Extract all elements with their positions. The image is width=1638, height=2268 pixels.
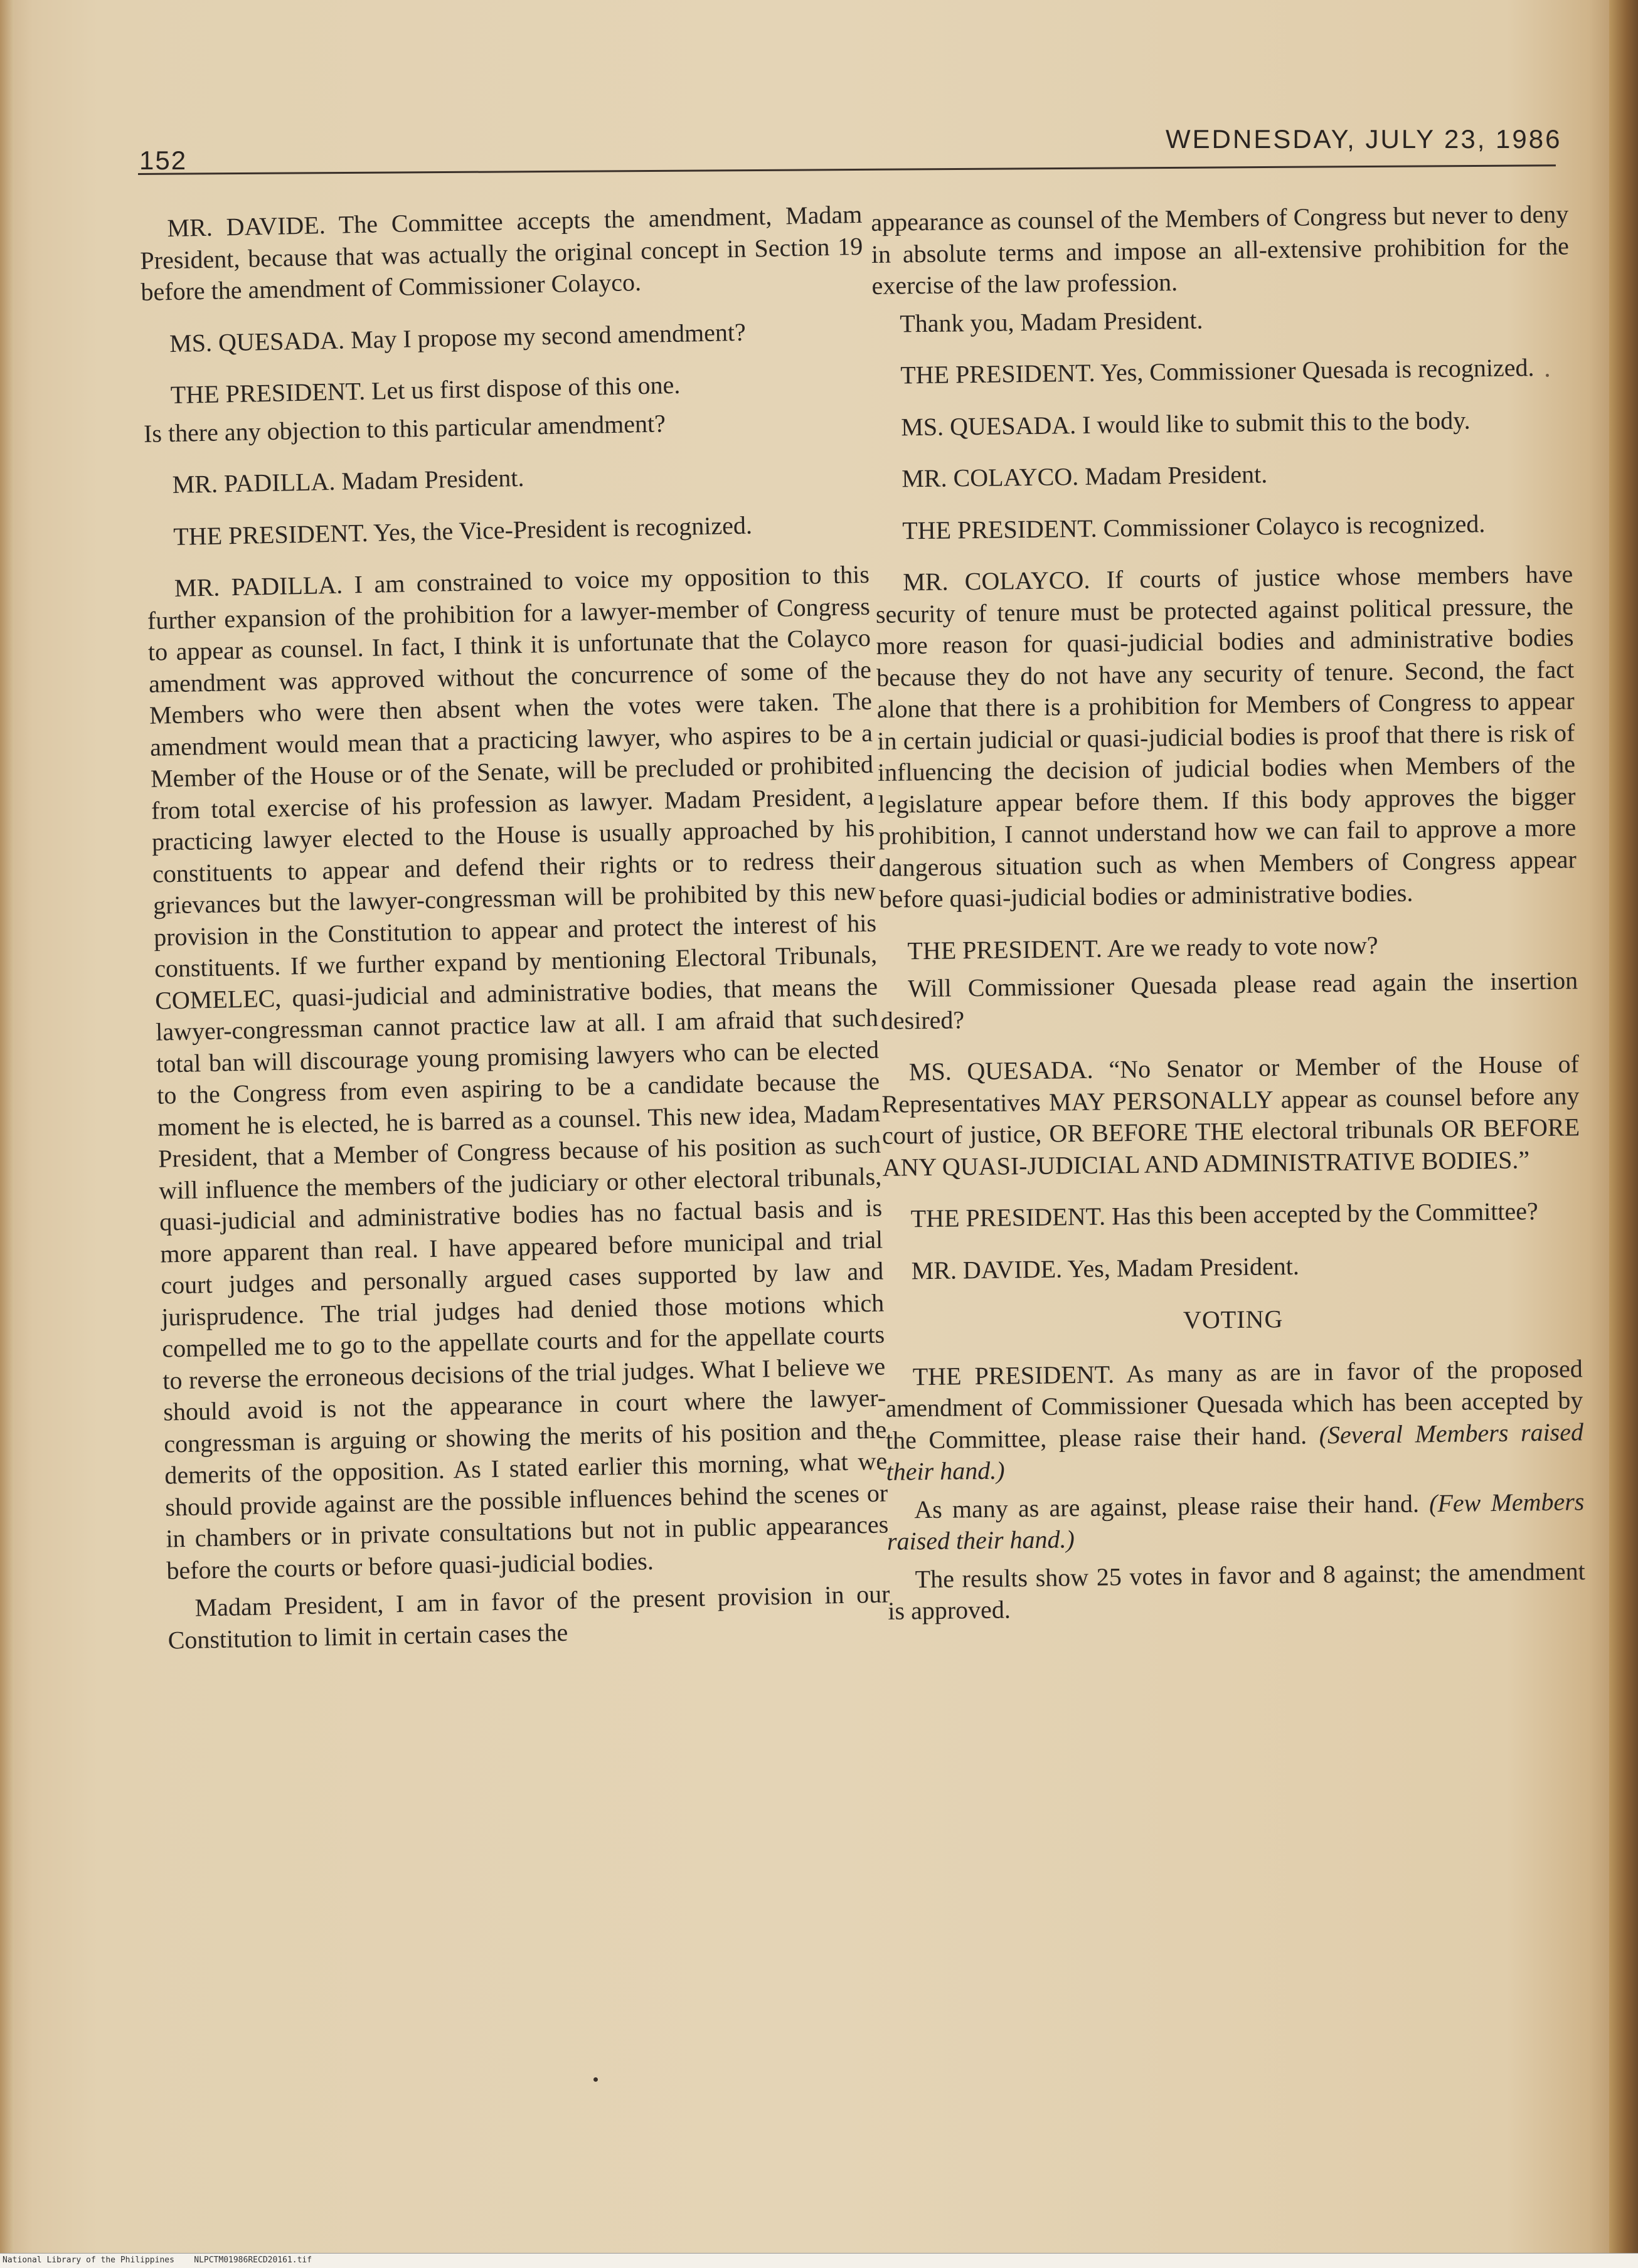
paragraph: MR. COLAYCO. If courts of justice whose members have security of tenure must be protected against political pressure, the more reason for quasi-judicial bodies and administrative bodies because they do not have any security of tenure. Second, the fact alone that there is a prohibition for Members of Congress to appear in certain judicial or quasi-judicial bodies is proof that there is risk of influencing the decision of judicial bodies when Members of the legislature appear before them. If this body approves the bigger prohibition, I cannot understand how we can fail to approve a more dangerous situation such as when Members of Congress appear before quasi-judicial bodies or administrative bodies. (875, 559, 1577, 913)
ink-speck (1546, 374, 1549, 377)
paragraph (885, 1353, 1583, 1488)
paragraph: MR. DAVIDE. The Committee accepts the amendment, Madam President, because that was actually the original concept in Section 19 before the amendment of Commissioner Colayco. (140, 199, 863, 306)
paragraph: THE PRESIDENT. Yes, Commissioner Quesada is recognized. (900, 353, 1534, 389)
paragraph: MS. QUESADA. May I propose my second amendment? (169, 317, 747, 358)
stage-direction: (Few Members raised their hand.) (886, 1486, 1585, 1555)
paragraph: MR. COLAYCO. Madam President. (901, 460, 1268, 493)
paragraph: Thank you, Madam President. (899, 305, 1203, 337)
left-column (139, 199, 891, 1677)
paragraph: appearance as counsel of the Members of Congress but never to deny in absolute terms and impose an all-extensive prohibition for the exercise of the law profession. (871, 199, 1570, 300)
scan-source-label: National Library of the Philippines NLPCTM01986RECD20161.tif (3, 2255, 312, 2265)
book-binding-edge (1609, 0, 1638, 2267)
page-number: 152 (139, 146, 188, 175)
paragraph: The results show 25 votes in favor and 8 against; the amendment is approved. (888, 1556, 1585, 1625)
paragraph-text: THE PRESIDENT. As many as are in favor of the proposed amendment of Commissioner Quesada which has been accepted by the Committee, please raise their hand. (885, 1354, 1583, 1455)
section-heading-voting: VOTING (1183, 1305, 1284, 1335)
paragraph: Madam President, I am in favor of the present provision in our Constitution to limit in certain cases the (168, 1579, 890, 1655)
ink-dot (593, 2077, 598, 2082)
paragraph: Will Commissioner Quesada please read again the insertion desired? (880, 966, 1578, 1035)
paragraph: THE PRESIDENT. Commissioner Colayco is recognized. (902, 509, 1486, 544)
paragraph: THE PRESIDENT. Let us first dispose of this one. (170, 370, 681, 410)
paragraph: MR. PADILLA. Madam President. (172, 463, 524, 499)
paragraph: MS. QUESADA. “No Senator or Member of the House of Representatives MAY PERSONALLY appear as counsel before any court of justice, OR BEFORE THE electoral tribunals OR BEFORE ANY QUASI-JUDICIAL AND ADMINISTRATIVE BODIES.” (881, 1049, 1580, 1182)
right-column (871, 198, 1586, 1647)
paragraph: MR. DAVIDE. Yes, Madam President. (911, 1251, 1300, 1285)
paragraph: THE PRESIDENT. Has this been accepted by the Committee? (910, 1197, 1539, 1233)
paragraph: THE PRESIDENT. Yes, the Vice-President is recognized. (173, 511, 753, 551)
stage-direction: (Several Members raised their hand.) (886, 1417, 1584, 1486)
paragraph (886, 1486, 1585, 1558)
page-left-edge (0, 0, 14, 2267)
paragraph-text: As many as are against, please raise their hand. (914, 1488, 1420, 1523)
running-head-date: WEDNESDAY, JULY 23, 1986 (1166, 124, 1562, 154)
paragraph: MS. QUESADA. I would like to submit this to the body. (901, 405, 1470, 441)
paragraph: THE PRESIDENT. Are we ready to vote now? (907, 930, 1378, 965)
paragraph: Is there any objection to this particular amendment? (143, 408, 666, 448)
paragraph: MR. PADILLA. I am constrained to voice my opposition to this further expansion of the prohibition for a lawyer-member of Congress to appear as counsel. In fact, I think it is unfortunate that the Colayco amendment was approved without the concurrence of some of the Members who were then absent when the votes were taken. The amendment would mean that a practicing lawyer, who aspires to be a Member of the House or of the Senate, will be precluded or prohibited from total exercise of his profession as lawyer. Madam President, a practicing lawyer elected to the House is usually approached by his constituents to appear and defend their rights or to redress their grievances but the lawyer-congressman will be prohibited by this new provision in the Constitution to appear and protect the interest of his constituents. If we further expand by mentioning Electoral Tribunals, COMELEC, quasi-judicial and administrative bodies, that means the lawyer-congressman cannot practice law at all. I am afraid that such total ban will discourage young promising lawyers who can be elected to the Congress from even aspiring to be a candidate because the moment he is elected, he is barred as a counsel. This new idea, Madam President, that a Member of Congress because of his position as such will influence the members of the judiciary or other electoral tribunals, quasi-judicial and administrative bodies has no factual basis and is more apparent than real. I have appeared before municipal and trial court judges and personally argued cases supported by law and jurisprudence. The trial judges had denied those motions which compelled me to go to the appellate courts and for the appellate courts to reverse the erroneous decisions of the trial judges. What I believe we should avoid is not the appearance in court where the lawyer-congressman is arguing or showing the merits of his position and the demerits of the opposition. As I stated earlier this morning, what we should provide against are the possible influences behind the scenes or in chambers or in private consultations but not in public appearances before the courts or before quasi-judicial bodies. (147, 559, 889, 1585)
